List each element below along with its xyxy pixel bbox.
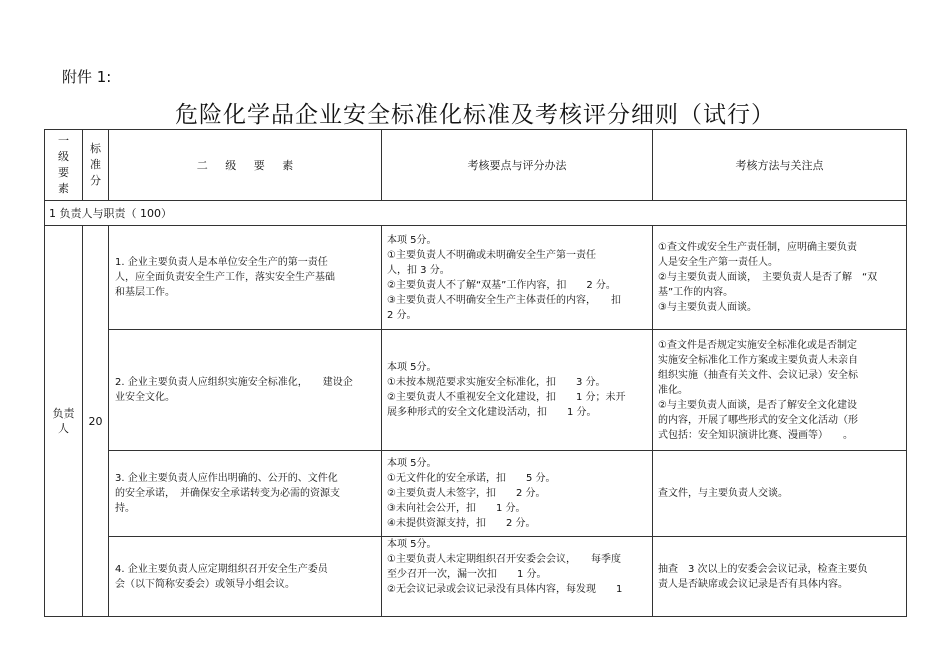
cell-line: ②主要负责人不了解“双基”工作内容，扣 2 分。: [387, 279, 616, 291]
cell-line: 2. 企业主要负责人应组织实施安全标准化， 建设企: [115, 377, 353, 388]
cell-line: 组织实施（抽查有关文件、会议记录）安全标: [658, 369, 858, 381]
header-char: 级: [58, 150, 69, 163]
cell-line: ③未向社会公开，扣 1 分。: [387, 503, 526, 514]
cell-line: 业安全文化。: [115, 392, 175, 403]
cell-line: 3. 企业主要负责人应作出明确的、公开的、文件化: [115, 473, 338, 484]
header-char: 准: [90, 158, 101, 171]
header-char: 一: [58, 134, 69, 147]
cell-line: 1. 企业主要负责人是本单位安全生产的第一责任: [115, 257, 328, 268]
cell-line: 准化。: [658, 384, 688, 396]
cell-line: 本项 5分。: [387, 234, 437, 246]
header-char: 标: [90, 142, 101, 155]
method-cell: [653, 330, 907, 451]
element-cell: [109, 226, 382, 330]
header-char: 素: [58, 182, 69, 195]
cell-line: 式包括：安全知识演讲比赛、漫画等） 。: [658, 429, 853, 441]
method-cell: [653, 451, 907, 537]
table-row: [45, 537, 907, 617]
cell-line: ③与主要负责人面谈。: [658, 302, 757, 313]
header-char: 分: [90, 174, 101, 187]
element-cell: [109, 451, 382, 537]
criteria-cell: [382, 537, 653, 617]
cell-line: 本项 5分。: [387, 539, 437, 550]
cell-line: 至少召开一次，漏一次扣 1 分。: [387, 569, 547, 580]
cell-line: 责人是否缺席或会议记录是否有具体内容。: [658, 578, 848, 590]
cell-line: 持。: [115, 503, 135, 514]
cell-line: ①主要负责人不明确或未明确安全生产第一责任: [387, 249, 596, 261]
cell-line: 2 分。: [387, 309, 417, 321]
header-row: [45, 130, 907, 201]
section-row: [45, 201, 907, 226]
cell-line: 的安全承诺， 并确保安全承诺转变为必需的资源支: [115, 488, 340, 499]
category-text: 负责: [52, 407, 75, 420]
cell-line: 本项 5分。: [387, 458, 437, 469]
cell-line: 抽查 3 次以上的安委会会议记录，检查主要负: [658, 563, 868, 575]
cell-line: 人，应全面负责安全生产工作，落实安全生产基础: [115, 272, 335, 283]
cell-line: ②与主要负责人面谈，是否了解安全文化建设: [658, 399, 857, 411]
cell-line: ②无会议记录或会议记录没有具体内容，每发现 1: [387, 584, 623, 595]
cell-line: ①无文件化的安全承诺，扣 5 分。: [387, 473, 556, 484]
table-row: [45, 330, 907, 451]
cell-line: 和基层工作。: [115, 287, 175, 298]
cell-line: 展多种形式的安全文化建设活动，扣 1 分。: [387, 407, 597, 418]
document-title: 危险化学品企业安全标准化标准及考核评分细则（试行）: [175, 102, 775, 128]
header-criteria: 考核要点与评分办法: [382, 130, 653, 201]
cell-line: 实施安全标准化工作方案或主要负责人未亲自: [658, 354, 858, 366]
cell-line: 会（以下简称安委会）或领导小组会议。: [115, 578, 295, 590]
header-method: 考核方法与关注点: [653, 130, 907, 201]
element-cell: [109, 537, 382, 617]
cell-line: 的内容，开展了哪些形式的安全文化活动（形: [658, 414, 858, 426]
scoring-table: [44, 129, 907, 617]
cell-line: ②主要负责人不重视安全文化建设，扣 1 分；未开: [387, 392, 626, 403]
score-cell: 20: [83, 226, 109, 617]
method-cell: [653, 226, 907, 330]
cell-line: ③主要负责人不明确安全生产主体责任的内容， 扣: [387, 294, 621, 306]
table-row: [45, 226, 907, 330]
cell-line: ④未提供资源支持，扣 2 分。: [387, 518, 536, 529]
header-secondary-element: 二 级 要 素: [109, 130, 382, 201]
header-primary-element: [45, 130, 83, 201]
cell-line: ①查文件或安全生产责任制，应明确主要负责: [658, 242, 857, 253]
category-cell: [45, 226, 83, 617]
element-cell: [109, 330, 382, 451]
section-title: 1 负责人与职责（ 100）: [45, 201, 907, 226]
cell-line: ②与主要负责人面谈， 主要负责人是否了解 “双: [658, 272, 878, 283]
cell-line: 查文件，与主要负责人交谈。: [658, 488, 788, 499]
cell-line: 本项 5分。: [387, 362, 437, 373]
criteria-cell: [382, 451, 653, 537]
cell-line: 人，扣 3 分。: [387, 264, 450, 276]
cell-line: 4. 企业主要负责人应定期组织召开安全生产委员: [115, 563, 328, 575]
cell-line: ②主要负责人未签字，扣 2 分。: [387, 488, 546, 499]
criteria-cell: [382, 330, 653, 451]
category-text: 人: [58, 422, 69, 435]
criteria-cell: [382, 226, 653, 330]
cell-line: 人是安全生产第一责任人。: [658, 257, 778, 268]
cell-line: 基”工作的内容。: [658, 287, 734, 298]
header-standard-score: [83, 130, 109, 201]
header-char: 要: [58, 166, 69, 179]
annex-label: 附件 1:: [62, 68, 112, 86]
table-row: [45, 451, 907, 537]
cell-line: ①未按本规范要求实施安全标准化，扣 3 分。: [387, 377, 606, 388]
cell-line: ①主要负责人未定期组织召开安委会会议， 每季度: [387, 554, 621, 565]
cell-line: ①查文件是否规定实施安全标准化或是否制定: [658, 339, 857, 351]
method-cell: [653, 537, 907, 617]
